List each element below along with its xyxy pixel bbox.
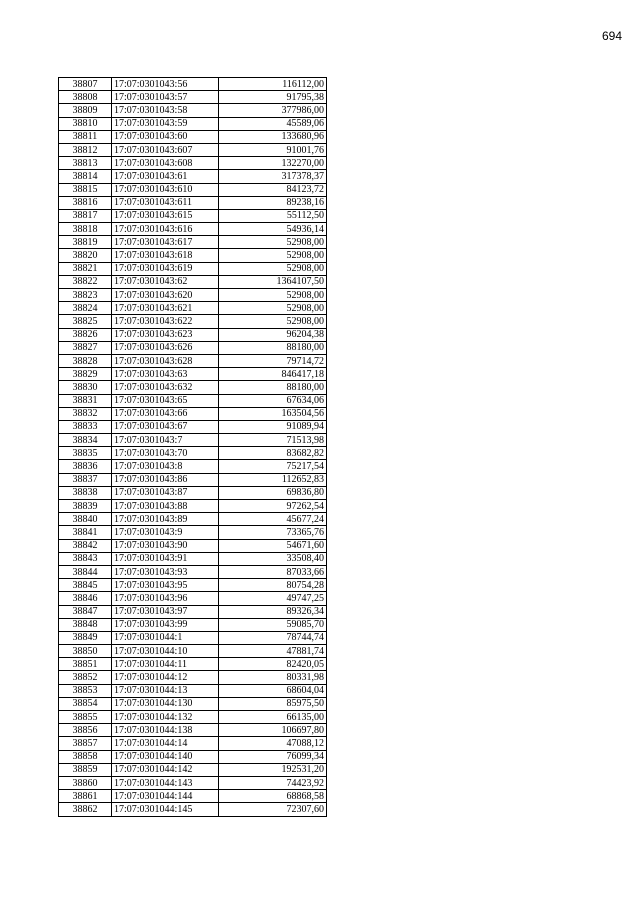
table-row bbox=[59, 407, 327, 420]
table-row bbox=[59, 91, 327, 104]
cadastral-number-cell: 17:07:0301044:142 bbox=[112, 763, 219, 776]
table-row bbox=[59, 196, 327, 209]
cadastral-value-cell: 89238,16 bbox=[219, 196, 327, 209]
table-row bbox=[59, 223, 327, 236]
row-number-cell: 38812 bbox=[59, 143, 112, 156]
cadastral-number-cell: 17:07:0301043:59 bbox=[112, 117, 219, 130]
row-number-cell: 38855 bbox=[59, 711, 112, 724]
cadastral-value-cell: 52908,00 bbox=[219, 236, 327, 249]
cadastral-value-cell: 47881,74 bbox=[219, 645, 327, 658]
cadastral-number-cell: 17:07:0301043:93 bbox=[112, 565, 219, 578]
row-number-cell: 38829 bbox=[59, 368, 112, 381]
row-number-cell: 38835 bbox=[59, 447, 112, 460]
cadastral-value-cell: 52908,00 bbox=[219, 262, 327, 275]
row-number-cell: 38832 bbox=[59, 407, 112, 420]
cadastral-number-cell: 17:07:0301043:608 bbox=[112, 157, 219, 170]
row-number-cell: 38842 bbox=[59, 539, 112, 552]
row-number-cell: 38849 bbox=[59, 631, 112, 644]
cadastral-number-cell: 17:07:0301044:138 bbox=[112, 724, 219, 737]
table-row bbox=[59, 711, 327, 724]
table-row bbox=[59, 236, 327, 249]
cadastral-number-cell: 17:07:0301043:95 bbox=[112, 579, 219, 592]
cadastral-number-cell: 17:07:0301043:611 bbox=[112, 196, 219, 209]
row-number-cell: 38841 bbox=[59, 526, 112, 539]
cadastral-value-cell: 75217,54 bbox=[219, 460, 327, 473]
row-number-cell: 38811 bbox=[59, 130, 112, 143]
cadastral-value-cell: 80754,28 bbox=[219, 579, 327, 592]
cadastral-number-cell: 17:07:0301043:70 bbox=[112, 447, 219, 460]
row-number-cell: 38825 bbox=[59, 315, 112, 328]
table-row bbox=[59, 473, 327, 486]
row-number-cell: 38861 bbox=[59, 790, 112, 803]
cadastral-value-cell: 192531,20 bbox=[219, 763, 327, 776]
cadastral-value-cell: 91795,38 bbox=[219, 91, 327, 104]
cadastral-value-cell: 66135,00 bbox=[219, 711, 327, 724]
cadastral-number-cell: 17:07:0301043:56 bbox=[112, 78, 219, 91]
table-row bbox=[59, 381, 327, 394]
cadastral-value-cell: 72307,60 bbox=[219, 803, 327, 816]
row-number-cell: 38860 bbox=[59, 776, 112, 789]
cadastral-number-cell: 17:07:0301043:623 bbox=[112, 328, 219, 341]
row-number-cell: 38839 bbox=[59, 500, 112, 513]
cadastral-value-cell: 84123,72 bbox=[219, 183, 327, 196]
cadastral-number-cell: 17:07:0301043:621 bbox=[112, 302, 219, 315]
cadastral-value-cell: 52908,00 bbox=[219, 315, 327, 328]
table-row bbox=[59, 275, 327, 288]
row-number-cell: 38810 bbox=[59, 117, 112, 130]
cadastral-value-cell: 163504,56 bbox=[219, 407, 327, 420]
page-number: 694 bbox=[601, 29, 622, 43]
cadastral-number-cell: 17:07:0301044:144 bbox=[112, 790, 219, 803]
cadastral-number-cell: 17:07:0301044:11 bbox=[112, 658, 219, 671]
cadastral-number-cell: 17:07:0301044:130 bbox=[112, 697, 219, 710]
row-number-cell: 38815 bbox=[59, 183, 112, 196]
cadastral-value-cell: 68868,58 bbox=[219, 790, 327, 803]
cadastral-number-cell: 17:07:0301043:57 bbox=[112, 91, 219, 104]
table-row bbox=[59, 763, 327, 776]
table-row bbox=[59, 513, 327, 526]
cadastral-number-cell: 17:07:0301044:10 bbox=[112, 645, 219, 658]
row-number-cell: 38809 bbox=[59, 104, 112, 117]
cadastral-value-cell: 88180,00 bbox=[219, 341, 327, 354]
cadastral-number-cell: 17:07:0301043:8 bbox=[112, 460, 219, 473]
row-number-cell: 38814 bbox=[59, 170, 112, 183]
cadastral-value-cell: 54671,60 bbox=[219, 539, 327, 552]
row-number-cell: 38817 bbox=[59, 209, 112, 222]
cadastral-number-cell: 17:07:0301043:9 bbox=[112, 526, 219, 539]
row-number-cell: 38823 bbox=[59, 289, 112, 302]
cadastral-value-cell: 52908,00 bbox=[219, 302, 327, 315]
cadastral-value-cell: 133680,96 bbox=[219, 130, 327, 143]
cadastral-value-cell: 49747,25 bbox=[219, 592, 327, 605]
row-number-cell: 38862 bbox=[59, 803, 112, 816]
cadastral-number-cell: 17:07:0301043:63 bbox=[112, 368, 219, 381]
table-row bbox=[59, 724, 327, 737]
row-number-cell: 38840 bbox=[59, 513, 112, 526]
table-row bbox=[59, 315, 327, 328]
cadastral-value-cell: 97262,54 bbox=[219, 500, 327, 513]
cadastral-value-cell: 317378,37 bbox=[219, 170, 327, 183]
cadastral-number-cell: 17:07:0301043:62 bbox=[112, 275, 219, 288]
table-row bbox=[59, 486, 327, 499]
table-row bbox=[59, 447, 327, 460]
cadastral-value-cell: 132270,00 bbox=[219, 157, 327, 170]
row-number-cell: 38828 bbox=[59, 354, 112, 367]
table-row bbox=[59, 750, 327, 763]
cadastral-number-cell: 17:07:0301043:617 bbox=[112, 236, 219, 249]
table-row bbox=[59, 157, 327, 170]
cadastral-number-cell: 17:07:0301043:58 bbox=[112, 104, 219, 117]
table-row bbox=[59, 143, 327, 156]
row-number-cell: 38827 bbox=[59, 341, 112, 354]
cadastral-value-cell: 78744,74 bbox=[219, 631, 327, 644]
cadastral-value-cell: 55112,50 bbox=[219, 209, 327, 222]
row-number-cell: 38833 bbox=[59, 420, 112, 433]
cadastral-value-table bbox=[58, 77, 327, 817]
row-number-cell: 38826 bbox=[59, 328, 112, 341]
cadastral-value-cell: 67634,06 bbox=[219, 394, 327, 407]
row-number-cell: 38844 bbox=[59, 565, 112, 578]
cadastral-value-cell: 76099,34 bbox=[219, 750, 327, 763]
table-row bbox=[59, 579, 327, 592]
cadastral-value-cell: 87033,66 bbox=[219, 565, 327, 578]
row-number-cell: 38836 bbox=[59, 460, 112, 473]
row-number-cell: 38853 bbox=[59, 684, 112, 697]
cadastral-number-cell: 17:07:0301043:626 bbox=[112, 341, 219, 354]
cadastral-value-cell: 52908,00 bbox=[219, 249, 327, 262]
cadastral-number-cell: 17:07:0301043:60 bbox=[112, 130, 219, 143]
cadastral-value-cell: 69836,80 bbox=[219, 486, 327, 499]
row-number-cell: 38837 bbox=[59, 473, 112, 486]
table-row bbox=[59, 645, 327, 658]
cadastral-value-cell: 85975,50 bbox=[219, 697, 327, 710]
table-row bbox=[59, 183, 327, 196]
row-number-cell: 38820 bbox=[59, 249, 112, 262]
row-number-cell: 38848 bbox=[59, 618, 112, 631]
row-number-cell: 38813 bbox=[59, 157, 112, 170]
cadastral-number-cell: 17:07:0301043:88 bbox=[112, 500, 219, 513]
cadastral-number-cell: 17:07:0301044:12 bbox=[112, 671, 219, 684]
table-row bbox=[59, 434, 327, 447]
cadastral-number-cell: 17:07:0301044:1 bbox=[112, 631, 219, 644]
cadastral-number-cell: 17:07:0301043:86 bbox=[112, 473, 219, 486]
row-number-cell: 38818 bbox=[59, 223, 112, 236]
table-row bbox=[59, 302, 327, 315]
table-row bbox=[59, 539, 327, 552]
cadastral-value-cell: 106697,80 bbox=[219, 724, 327, 737]
table-row bbox=[59, 803, 327, 816]
cadastral-value-cell: 45589,06 bbox=[219, 117, 327, 130]
cadastral-value-cell: 1364107,50 bbox=[219, 275, 327, 288]
cadastral-value-cell: 96204,38 bbox=[219, 328, 327, 341]
table-row bbox=[59, 289, 327, 302]
cadastral-value-cell: 71513,98 bbox=[219, 434, 327, 447]
cadastral-value-cell: 45677,24 bbox=[219, 513, 327, 526]
table-row bbox=[59, 605, 327, 618]
table-row bbox=[59, 249, 327, 262]
row-number-cell: 38857 bbox=[59, 737, 112, 750]
cadastral-value-cell: 59085,70 bbox=[219, 618, 327, 631]
cadastral-number-cell: 17:07:0301044:132 bbox=[112, 711, 219, 724]
row-number-cell: 38838 bbox=[59, 486, 112, 499]
cadastral-number-cell: 17:07:0301043:607 bbox=[112, 143, 219, 156]
table-row bbox=[59, 341, 327, 354]
table-row bbox=[59, 526, 327, 539]
cadastral-number-cell: 17:07:0301043:66 bbox=[112, 407, 219, 420]
table-row bbox=[59, 394, 327, 407]
row-number-cell: 38845 bbox=[59, 579, 112, 592]
cadastral-value-cell: 33508,40 bbox=[219, 552, 327, 565]
table-row bbox=[59, 354, 327, 367]
table-row bbox=[59, 658, 327, 671]
cadastral-number-cell: 17:07:0301043:87 bbox=[112, 486, 219, 499]
cadastral-number-cell: 17:07:0301043:615 bbox=[112, 209, 219, 222]
row-number-cell: 38830 bbox=[59, 381, 112, 394]
table-row bbox=[59, 552, 327, 565]
row-number-cell: 38856 bbox=[59, 724, 112, 737]
cadastral-value-cell: 377986,00 bbox=[219, 104, 327, 117]
table-row bbox=[59, 368, 327, 381]
row-number-cell: 38822 bbox=[59, 275, 112, 288]
row-number-cell: 38851 bbox=[59, 658, 112, 671]
cadastral-value-cell: 74423,92 bbox=[219, 776, 327, 789]
table-row bbox=[59, 104, 327, 117]
table-row bbox=[59, 420, 327, 433]
cadastral-number-cell: 17:07:0301043:89 bbox=[112, 513, 219, 526]
row-number-cell: 38858 bbox=[59, 750, 112, 763]
cadastral-value-cell: 52908,00 bbox=[219, 289, 327, 302]
row-number-cell: 38807 bbox=[59, 78, 112, 91]
cadastral-value-cell: 73365,76 bbox=[219, 526, 327, 539]
table-row bbox=[59, 697, 327, 710]
table-row bbox=[59, 737, 327, 750]
cadastral-number-cell: 17:07:0301043:616 bbox=[112, 223, 219, 236]
row-number-cell: 38834 bbox=[59, 434, 112, 447]
cadastral-value-cell: 80331,98 bbox=[219, 671, 327, 684]
row-number-cell: 38821 bbox=[59, 262, 112, 275]
cadastral-number-cell: 17:07:0301043:632 bbox=[112, 381, 219, 394]
table-row bbox=[59, 684, 327, 697]
row-number-cell: 38854 bbox=[59, 697, 112, 710]
table-row bbox=[59, 592, 327, 605]
table-row bbox=[59, 460, 327, 473]
cadastral-number-cell: 17:07:0301044:140 bbox=[112, 750, 219, 763]
cadastral-number-cell: 17:07:0301043:622 bbox=[112, 315, 219, 328]
cadastral-value-cell: 846417,18 bbox=[219, 368, 327, 381]
row-number-cell: 38846 bbox=[59, 592, 112, 605]
table-row bbox=[59, 170, 327, 183]
table-row bbox=[59, 117, 327, 130]
row-number-cell: 38859 bbox=[59, 763, 112, 776]
cadastral-number-cell: 17:07:0301043:65 bbox=[112, 394, 219, 407]
cadastral-number-cell: 17:07:0301043:619 bbox=[112, 262, 219, 275]
table-row bbox=[59, 328, 327, 341]
cadastral-number-cell: 17:07:0301043:90 bbox=[112, 539, 219, 552]
cadastral-number-cell: 17:07:0301043:610 bbox=[112, 183, 219, 196]
cadastral-number-cell: 17:07:0301043:97 bbox=[112, 605, 219, 618]
cadastral-number-cell: 17:07:0301044:143 bbox=[112, 776, 219, 789]
row-number-cell: 38831 bbox=[59, 394, 112, 407]
table-row bbox=[59, 671, 327, 684]
cadastral-value-cell: 82420,05 bbox=[219, 658, 327, 671]
row-number-cell: 38847 bbox=[59, 605, 112, 618]
cadastral-number-cell: 17:07:0301043:7 bbox=[112, 434, 219, 447]
row-number-cell: 38816 bbox=[59, 196, 112, 209]
cadastral-value-cell: 116112,00 bbox=[219, 78, 327, 91]
table-row bbox=[59, 565, 327, 578]
table-row bbox=[59, 631, 327, 644]
table-row bbox=[59, 262, 327, 275]
cadastral-value-cell: 89326,34 bbox=[219, 605, 327, 618]
cadastral-value-cell: 112652,83 bbox=[219, 473, 327, 486]
table-row bbox=[59, 500, 327, 513]
row-number-cell: 38824 bbox=[59, 302, 112, 315]
cadastral-number-cell: 17:07:0301043:620 bbox=[112, 289, 219, 302]
cadastral-value-cell: 68604,04 bbox=[219, 684, 327, 697]
cadastral-number-cell: 17:07:0301044:145 bbox=[112, 803, 219, 816]
cadastral-number-cell: 17:07:0301043:99 bbox=[112, 618, 219, 631]
table-row bbox=[59, 790, 327, 803]
cadastral-number-cell: 17:07:0301044:13 bbox=[112, 684, 219, 697]
table-body bbox=[59, 78, 327, 817]
cadastral-value-cell: 91089,94 bbox=[219, 420, 327, 433]
row-number-cell: 38808 bbox=[59, 91, 112, 104]
cadastral-number-cell: 17:07:0301044:14 bbox=[112, 737, 219, 750]
cadastral-number-cell: 17:07:0301043:67 bbox=[112, 420, 219, 433]
table-row bbox=[59, 209, 327, 222]
cadastral-number-cell: 17:07:0301043:628 bbox=[112, 354, 219, 367]
cadastral-number-cell: 17:07:0301043:61 bbox=[112, 170, 219, 183]
table-row bbox=[59, 130, 327, 143]
cadastral-value-cell: 91001,76 bbox=[219, 143, 327, 156]
cadastral-number-cell: 17:07:0301043:91 bbox=[112, 552, 219, 565]
table-row bbox=[59, 776, 327, 789]
cadastral-value-cell: 54936,14 bbox=[219, 223, 327, 236]
cadastral-value-cell: 47088,12 bbox=[219, 737, 327, 750]
row-number-cell: 38843 bbox=[59, 552, 112, 565]
table-row bbox=[59, 78, 327, 91]
cadastral-value-cell: 83682,82 bbox=[219, 447, 327, 460]
cadastral-number-cell: 17:07:0301043:618 bbox=[112, 249, 219, 262]
table-row bbox=[59, 618, 327, 631]
cadastral-value-cell: 88180,00 bbox=[219, 381, 327, 394]
row-number-cell: 38850 bbox=[59, 645, 112, 658]
cadastral-number-cell: 17:07:0301043:96 bbox=[112, 592, 219, 605]
cadastral-value-cell: 79714,72 bbox=[219, 354, 327, 367]
row-number-cell: 38852 bbox=[59, 671, 112, 684]
row-number-cell: 38819 bbox=[59, 236, 112, 249]
